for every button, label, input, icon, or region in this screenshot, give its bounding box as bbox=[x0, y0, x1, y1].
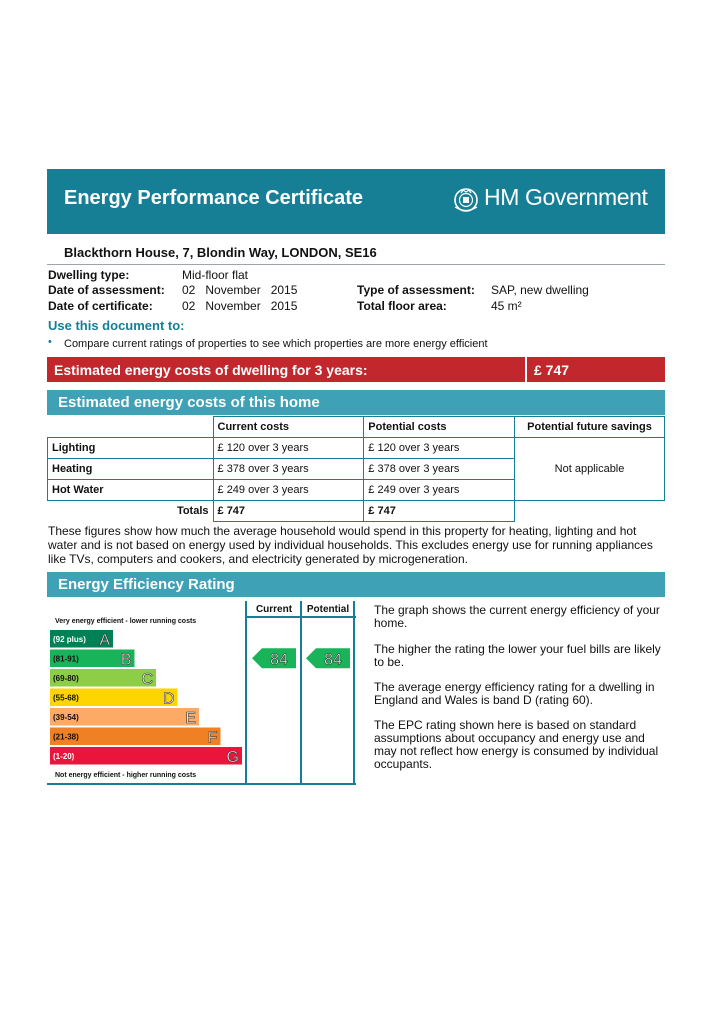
dwelling-type-label: Dwelling type: bbox=[48, 268, 130, 282]
divider bbox=[47, 264, 665, 265]
total-potential-cell: £ 747 bbox=[364, 501, 515, 522]
estimated-costs-total-box bbox=[527, 357, 665, 382]
current-cost-cell: £ 120 over 3 years bbox=[213, 438, 364, 459]
potential-cost-cell: £ 378 over 3 years bbox=[364, 459, 515, 480]
column-header: Potential costs bbox=[364, 417, 515, 438]
date-assessment-value: 02 November 2015 bbox=[182, 283, 298, 297]
rating-explanation: The EPC rating shown here is based on standard assumptions about occupancy and energy use and may not reflect how energy is consumed by individual occupants. bbox=[374, 718, 659, 771]
table-row bbox=[48, 438, 665, 459]
royal-crest-icon bbox=[452, 187, 480, 213]
chart-bottom-label: Not energy efficient - higher running costs bbox=[55, 772, 197, 779]
energy-rating-chart bbox=[47, 601, 356, 785]
rating-explanation: The higher the rating the lower your fuel bills are likely to be. bbox=[374, 642, 661, 669]
rating-band-bar bbox=[50, 747, 242, 765]
total-current-cell: £ 747 bbox=[213, 501, 364, 522]
rating-band-range: (69-80) bbox=[53, 674, 79, 683]
row-label: Heating bbox=[48, 459, 214, 480]
rating-section-title: Energy Efficiency Rating bbox=[58, 576, 235, 593]
chart-top-label: Very energy efficient - lower running costs bbox=[55, 618, 197, 625]
potential-cost-cell: £ 120 over 3 years bbox=[364, 438, 515, 459]
date-assessment-label: Date of assessment: bbox=[48, 283, 165, 297]
rating-band-range: (39-54) bbox=[53, 713, 79, 722]
rating-band-letter: A bbox=[99, 632, 110, 649]
rating-section-header bbox=[47, 572, 665, 597]
rating-band-letter: B bbox=[120, 651, 132, 669]
costs-table bbox=[47, 416, 665, 522]
estimated-costs-label: Estimated energy costs of dwelling for 3 years: bbox=[54, 362, 368, 378]
current-cost-cell: £ 249 over 3 years bbox=[213, 480, 364, 501]
costs-section-title: Estimated energy costs of this home bbox=[58, 394, 320, 411]
rating-band-range: (1-20) bbox=[53, 752, 75, 761]
use-document-title: Use this document to: bbox=[48, 318, 185, 333]
bullet-icon: • bbox=[48, 336, 52, 348]
potential-rating-value: 84 bbox=[324, 651, 342, 669]
rating-band-letter: D bbox=[162, 690, 175, 708]
estimated-costs-value: £ 747 bbox=[534, 362, 570, 378]
rating-band-range: (92 plus) bbox=[53, 635, 86, 644]
current-cost-cell: £ 378 over 3 years bbox=[213, 459, 364, 480]
column-header-label: Current bbox=[255, 604, 293, 615]
property-address: Blackthorn House, 7, Blondin Way, LONDON, SE16 bbox=[64, 245, 377, 260]
column-header: Current costs bbox=[213, 417, 364, 438]
table-corner bbox=[48, 417, 214, 438]
floor-area-label: Total floor area: bbox=[357, 299, 447, 313]
costs-section-header bbox=[47, 390, 665, 415]
rating-band-range: (21-38) bbox=[53, 732, 79, 742]
rating-band-letter: G bbox=[226, 749, 239, 766]
totals-label: Totals bbox=[48, 501, 214, 522]
table-empty-cell bbox=[515, 501, 665, 522]
rating-band-range: (55-68) bbox=[53, 693, 79, 703]
floor-area-value: 45 m² bbox=[491, 299, 522, 313]
type-assessment-label: Type of assessment: bbox=[357, 283, 475, 297]
rating-band-range: (81-91) bbox=[53, 654, 79, 664]
rating-explanation: The graph shows the current energy efficiency of your home. bbox=[374, 603, 660, 630]
rating-band-letter: C bbox=[141, 671, 153, 688]
table-header-row bbox=[48, 417, 665, 438]
hm-government-logo: HM Government bbox=[484, 184, 648, 210]
savings-cell: Not applicable bbox=[515, 438, 665, 501]
column-header: Potential future savings bbox=[515, 417, 665, 438]
page-title: Energy Performance Certificate bbox=[64, 187, 364, 209]
table-totals-row bbox=[48, 501, 665, 522]
date-certificate-label: Date of certificate: bbox=[48, 299, 153, 313]
potential-cost-cell: £ 249 over 3 years bbox=[364, 480, 515, 501]
type-assessment-value: SAP, new dwelling bbox=[491, 283, 589, 297]
current-rating-value: 84 bbox=[270, 651, 288, 669]
use-document-item: Compare current ratings of properties to see which properties are more energy efficient bbox=[64, 338, 488, 350]
column-header-label: Potential bbox=[306, 604, 350, 615]
dwelling-type-value: Mid-floor flat bbox=[182, 268, 249, 282]
rating-band-letter: F bbox=[207, 729, 218, 747]
rating-explanation: The average energy efficiency rating for a dwelling in England and Wales is band D (rating 60). bbox=[374, 680, 655, 707]
row-label: Lighting bbox=[48, 438, 214, 459]
estimated-costs-banner bbox=[47, 357, 525, 382]
date-certificate-value: 02 November 2015 bbox=[182, 299, 298, 313]
row-label: Hot Water bbox=[48, 480, 214, 501]
rating-band-letter: E bbox=[185, 710, 196, 727]
costs-explanation: These figures show how much the average household would spend in this property for heating, lighting and hot water and is not based on energy used by individual households. This excludes energy use for running appliances like TVs, computers and cookers, and electricity generated by microgeneration. bbox=[48, 524, 653, 566]
